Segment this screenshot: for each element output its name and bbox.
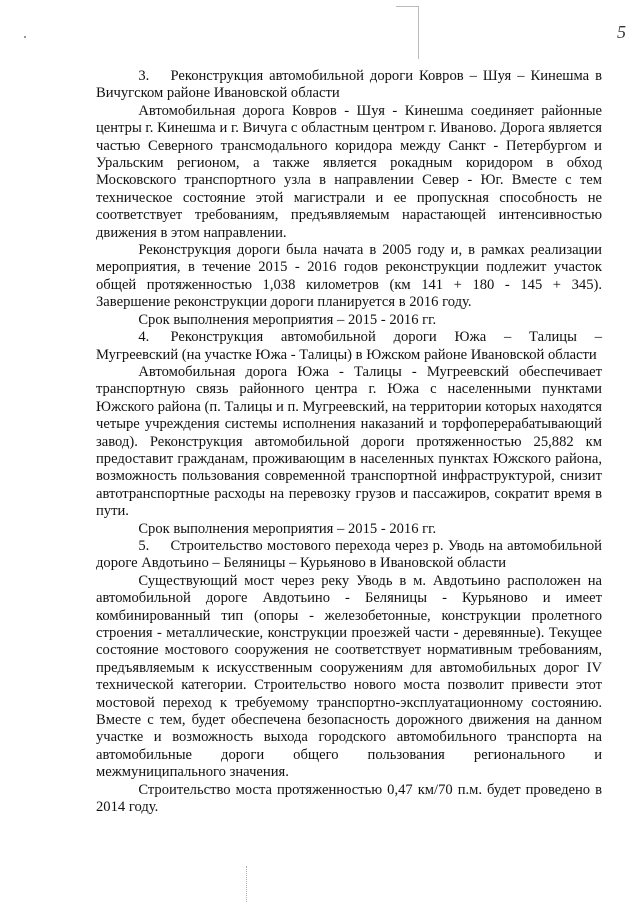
section-number: 3. — [138, 68, 150, 84]
paragraph: Автомобильная дорога Южа - Талицы - Мугреевский обеспечивает транспортную связь районного центра г. Южа с населенными пунктами Южского района (п. Талицы и п. Мугреевский, на территории которых находятся четыре учреждения системы исполнения наказаний и торфоперерабатывающий завод). Реконструкция автомобильной дороги протяженностью 25,882 км предоставит гражданам, проживающим в населенных пунктах Южского района, возможность пользования современной транспортной инфраструктурой, снизит автотранспортные расходы на перевозку грузов и пассажиров, сократит время в пути. — [96, 363, 602, 520]
section-heading — [96, 68, 602, 103]
section-number: 5. — [138, 537, 150, 554]
paragraph: Реконструкция дороги была начата в 2005 году и, в рамках реализации мероприятия, в течение 2015 - 2016 годов реконструкции подлежит участок общей протяженностью 1,038 километров (км 141 + 180 - 145 + 345). Завершение реконструкции дороги планируется в 2016 году. — [96, 242, 602, 311]
section-title: Реконструкция автомобильной дороги Ковров – Шуя – Кинешма в Вичугском районе Ивановской области — [96, 68, 602, 102]
paragraph: Срок выполнения мероприятия – 2015 - 2016 гг. — [138, 311, 437, 328]
section-title: Реконструкция автомобильной дороги Южа – Талицы – Мугреевский (на участке Южа - Талицы) в Южском районе Ивановской области — [96, 329, 602, 363]
paragraph: Существующий мост через реку Уводь в м. Авдотьино расположен на автомобильной дороге Авдотьино - Беляницы - Курьяново и имеет комбинированный тип (опоры - железобетонные, конструкции пролетного строения - металлические, конструкции проезжей части - деревянные). Текущее состояние мостового сооружения не соответствует нормативным требованиям, предъявляемым к искусственным сооружениям для автомобильных дорог IV технической категории. Строительство нового моста позволит привести этот мостовой переход к требуемому транспортно-эксплуатационному состоянию. Вместе с тем, будет обеспечена безопасность дорожного движения на данном участке и возможность выхода городского автомобильного транспорта на автомобильные дороги общего пользования регионального и межмуниципального значения. — [96, 572, 602, 781]
scan-speck — [24, 36, 26, 38]
paragraph: Срок выполнения мероприятия – 2015 - 2016 гг. — [138, 520, 437, 537]
section-title: Строительство мостового перехода через р. Уводь на автомобильной дороге Авдотьино – Беляницы – Курьяново в Ивановской области — [96, 537, 602, 572]
section-heading — [96, 329, 602, 364]
scan-fold-mark — [396, 6, 419, 59]
paragraph: Автомобильная дорога Ковров - Шуя - Кинешма соединяет районные центры г. Кинешма и г. Вичуга с областным центром г. Иваново. Дорога является частью Северного трансмодального коридора между Санкт - Петербургом и Уральским регионом, а также является рокадным коридором в обход Московского транспортного узла в направлении Север - Юг. Вместе с тем техническое состояние этой магистрали и ее пропускная способность не соответствует требованиям, предъявляемым нарастающей интенсивностью движения в этом направлении. — [96, 102, 602, 241]
document-body — [96, 68, 602, 816]
scan-fold-mark-bottom — [246, 866, 248, 902]
section-heading — [96, 538, 602, 573]
section-number: 4. — [138, 329, 150, 346]
paragraph: Строительство моста протяженностью 0,47 км/70 п.м. будет проведено в 2014 году. — [96, 781, 602, 816]
page-number: 5 — [617, 22, 626, 42]
